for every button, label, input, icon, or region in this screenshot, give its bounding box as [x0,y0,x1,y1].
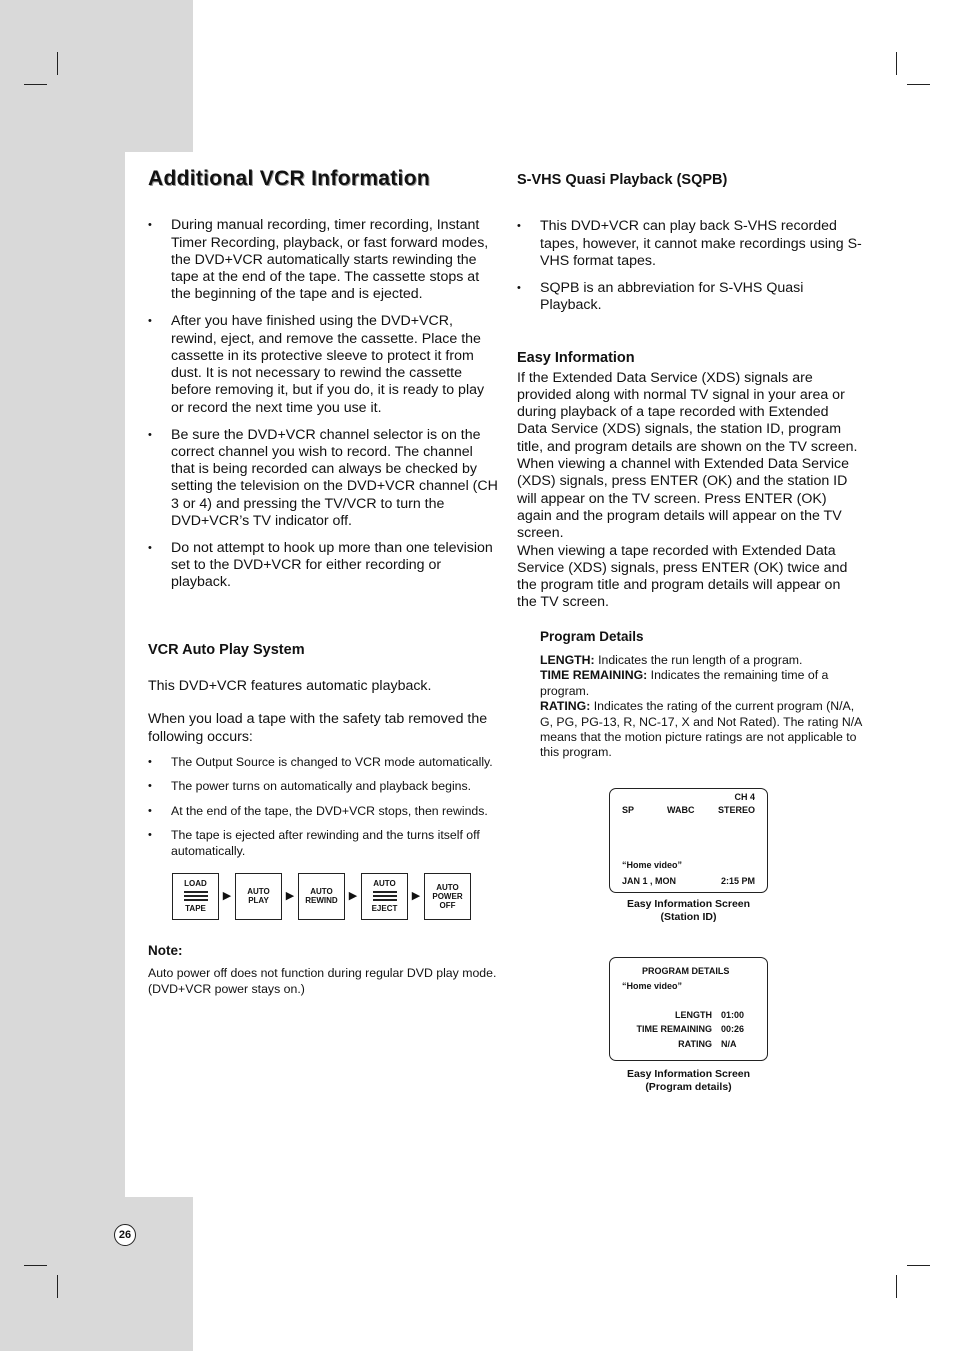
station-id-screen [609,788,768,893]
program-details-caption: Easy Information Screen (Program details) [626,1068,751,1093]
list-item: • After you have finished using the DVD+VCR, rewind, eject, and remove the cassette. Place the cassette in its protective sleeve to protect it from dust. It is not necessary to rewind the cassette before removing it, but if you do, it is ready to play or record the next time you use it. [148,313,498,417]
auto-play-flow-diagram [172,873,498,920]
right-column [517,172,862,761]
crop-mark [24,84,47,85]
left-column [148,167,498,997]
crop-mark [57,1275,58,1298]
auto-play-box: AUTO PLAY [235,873,282,920]
page-number: 26 [114,1224,136,1246]
rating-label: RATING [678,1039,712,1049]
length-value: 01:00 [721,1010,745,1020]
sqpb-bullet-list [517,218,862,314]
easy-info-para: If the Extended Data Service (XDS) signals are provided along with normal TV signal in your area or during playback of a tape recorded with Extended Data Service (XDS) signals, the station ID, program title, and program details are shown on the TV screen. When viewing a channel with Extended Data Service (XDS) signals, press ENTER (OK) and the station ID will appear on the TV screen. Press ENTER (OK) again and the program details will appear on the TV screen. [517,369,858,542]
list-item: • SQPB is an abbreviation for S-VHS Quasi Playback. [517,280,862,315]
easy-info-heading: Easy Information [517,350,635,367]
program-details-text: LENGTH: Indicates the run length of a program. TIME REMAINING: Indicates the remaining time of a program. RATING: Indicates the rating of the current program (N/A, G, PG, PG-13, R, NC-17, X and Not Rated). The rating N/A means that the motion picture ratings are not applicable to this program. [540,653,862,760]
program-details-title: Program Details [540,628,644,644]
auto-play-para: When you load a tape with the safety tab removed the following occurs: [148,711,488,745]
remaining-value: 00:26 [721,1024,745,1034]
screen-header: PROGRAM DETAILS [642,966,730,976]
list-item: • At the end of the tape, the DVD+VCR stops, then rewinds. [148,804,498,819]
list-item: • The tape is ejected after rewinding and the turns itself off automatically. [148,828,498,859]
arrow-right-icon: ▶ [348,889,358,902]
auto-power-off-box: AUTO POWER OFF [424,873,471,920]
list-item: • This DVD+VCR can play back S-VHS recorded tapes, however, it cannot make recordings using S-VHS format tapes. [517,218,862,270]
crop-mark [907,84,930,85]
load-tape-box: LOAD TAPE [172,873,219,920]
auto-play-heading: VCR Auto Play System [148,641,305,658]
program-details-block [540,628,862,761]
crop-mark [907,1265,930,1266]
list-item: • Do not attempt to hook up more than one television set to the DVD+VCR for either recording or playback. [148,540,498,592]
channel-label: CH 4 [734,792,755,802]
list-item: • The Output Source is changed to VCR mode automatically. [148,755,498,770]
list-item: • The power turns on automatically and playback begins. [148,779,498,794]
note-title: Note: [148,942,183,958]
date-label: JAN 1 , MON [622,876,677,886]
auto-eject-box: AUTO EJECT [361,873,408,920]
crop-mark [57,52,58,75]
arrow-right-icon: ▶ [222,889,232,902]
remaining-label: TIME REMAINING [636,1024,712,1034]
station-id-caption: Easy Information Screen (Station ID) [626,898,751,923]
speed-label: SP [622,805,635,815]
intro-bullet-list [148,217,498,591]
audio-label: STEREO [717,805,755,815]
arrow-right-icon: ▶ [411,889,421,902]
list-item: • Be sure the DVD+VCR channel selector is on the correct channel you wish to record. The channel that is being recorded can always be checked by setting the television on the DVD+VCR channel (CH 3 or 4) and pressing the TV/VCR to turn the DVD+VCR’s TV indicator off. [148,427,498,531]
tape-icon [184,891,208,901]
easy-info-para: When viewing a tape recorded with Extended Data Service (XDS) signals, press ENTER (OK) twice and the program title and program details will appear on the TV screen. [517,542,848,611]
crop-mark [24,1265,47,1266]
note-text: Auto power off does not function during regular DVD play mode. (DVD+VCR power stays on.) [148,966,497,997]
eject-icon [373,891,397,901]
crop-mark [896,1275,897,1298]
length-label: LENGTH [675,1010,712,1020]
program-details-screen [609,957,768,1061]
auto-rewind-box: AUTO REWIND [298,873,345,920]
auto-play-bullet-list [148,755,498,859]
station-label: WABC [667,805,695,815]
program-title-label: “Home video” [622,860,683,870]
crop-mark [896,52,897,75]
arrow-right-icon: ▶ [285,889,295,902]
page-title: Additional VCR Information [148,167,430,190]
auto-play-para: This DVD+VCR features automatic playback. [148,678,432,695]
sqpb-heading: S-VHS Quasi Playback (SQPB) [517,172,728,188]
program-title-label: “Home video” [622,981,683,991]
time-label: 2:15 PM [720,876,755,886]
list-item: • During manual recording, timer recording, Instant Timer Recording, playback, or fast forward modes, the DVD+VCR automatically starts rewinding the tape at the end of the tape. The cassette stops at the beginning of the tape and is ejected. [148,217,498,303]
rating-value: N/A [721,1039,737,1049]
